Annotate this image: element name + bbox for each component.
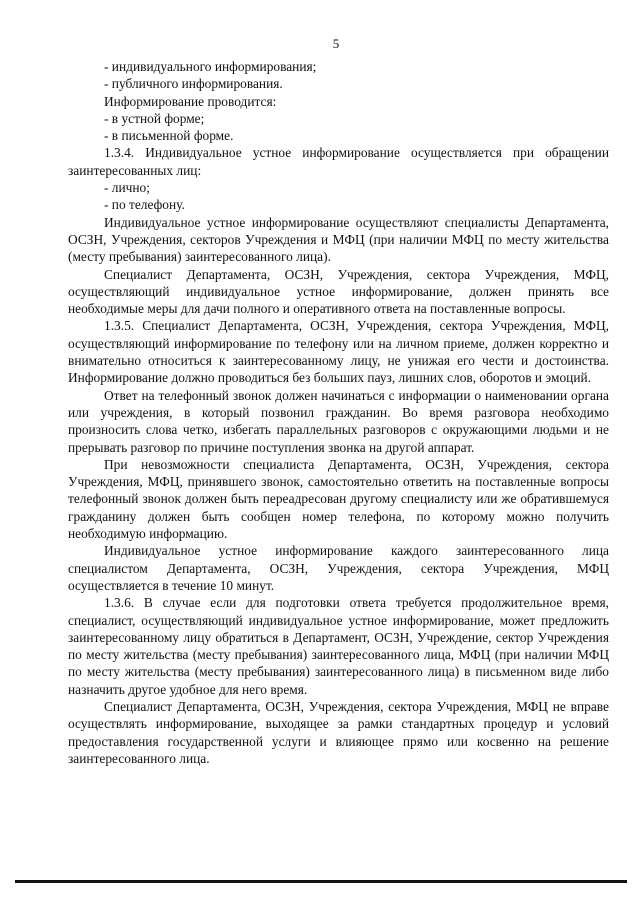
paragraph-1-3-4: 1.3.4. Индивидуальное устное информирование осуществляется при обращении заинтересованных лиц:: [68, 145, 609, 178]
paragraph-call-redirect: При невозможности специалиста Департамента, ОСЗН, Учреждения, сектора Учреждения, МФЦ, принявшего звонок, самостоятельно ответить на поставленные вопросы телефонный звонок должен быть переадресован другому специалисту или же обратившемуся гражданину должен быть сообщен номер телефона, по которому можно получить необходимую информацию.: [68, 456, 609, 542]
document-body: [68, 58, 609, 767]
list-item-phone: - по телефону.: [104, 197, 185, 213]
paragraph-specialist-measures: Специалист Департамента, ОСЗН, Учреждения, сектора Учреждения, МФЦ, осуществляющий индивидуальное устное информирование, должен принять все необходимые меры для дачи полного и оперативного ответа на поставленные вопросы.: [68, 266, 609, 317]
list-item-oral: - в устной форме;: [104, 110, 205, 126]
list-item-public: - публичного информирования.: [104, 76, 283, 92]
list-item-in-person: - лично;: [104, 180, 150, 196]
paragraph-1-3-5: 1.3.5. Специалист Департамента, ОСЗН, Учреждения, сектора Учреждения, МФЦ, осуществляющий информирование по телефону или на личном приеме, должен корректно и внимательно относиться к заинтересованному лицу, не унижая его чести и достоинства. Информирование должно проводиться без больших пауз, лишних слов, оборотов и эмоций.: [68, 318, 609, 386]
paragraph-phone-answer: Ответ на телефонный звонок должен начинаться с информации о наименовании органа или учреждения, в который позвонил гражданин. Во время разговора необходимо произносить слова четко, избегать параллельных разговоров с окружающими людьми и не прерывать разговор по причине поступления звонка на другой аппарат.: [68, 387, 609, 455]
list-item-written: - в письменной форме.: [104, 128, 234, 144]
paragraph-duration: Индивидуальное устное информирование каждого заинтересованного лица специалистом Департамента, ОСЗН, Учреждения, сектора Учреждения, МФЦ осуществляется в течение 10 минут.: [68, 543, 609, 593]
list-item-individual: - индивидуального информирования;: [104, 59, 317, 74]
bottom-divider: [15, 880, 627, 883]
paragraph-1-3-6: 1.3.6. В случае если для подготовки ответа требуется продолжительное время, специалист, осуществляющий индивидуальное устное информирование, может предложить заинтересованному лицу обратиться в Департамент, ОСЗН, Учреждение, сектор Учреждения по месту жительства (месту пребывания) заинтересованного лица, МФЦ (при наличии МФЦ по месту жительства (месту пребывания) заинтересованного лица) в письменном виде либо назначить другое удобное для него время.: [68, 595, 609, 697]
page-number: 5: [332, 36, 340, 51]
paragraph-specialists: Индивидуальное устное информирование осуществляют специалисты Департамента, ОСЗН, Учреждения, секторов Учреждения и МФЦ (при наличии МФЦ по месту жительства (месту пребывания) заинтересованного лица).: [68, 214, 609, 265]
informing-heading: Информирование проводится:: [104, 93, 277, 109]
paragraph-restrictions: Специалист Департамента, ОСЗН, Учреждения, сектора Учреждения, МФЦ не вправе осуществлять информирование, выходящее за рамки стандартных процедур и условий предоставления государственной услуги и влияющее прямо или косвенно на решение заинтересованного лица.: [68, 698, 609, 766]
